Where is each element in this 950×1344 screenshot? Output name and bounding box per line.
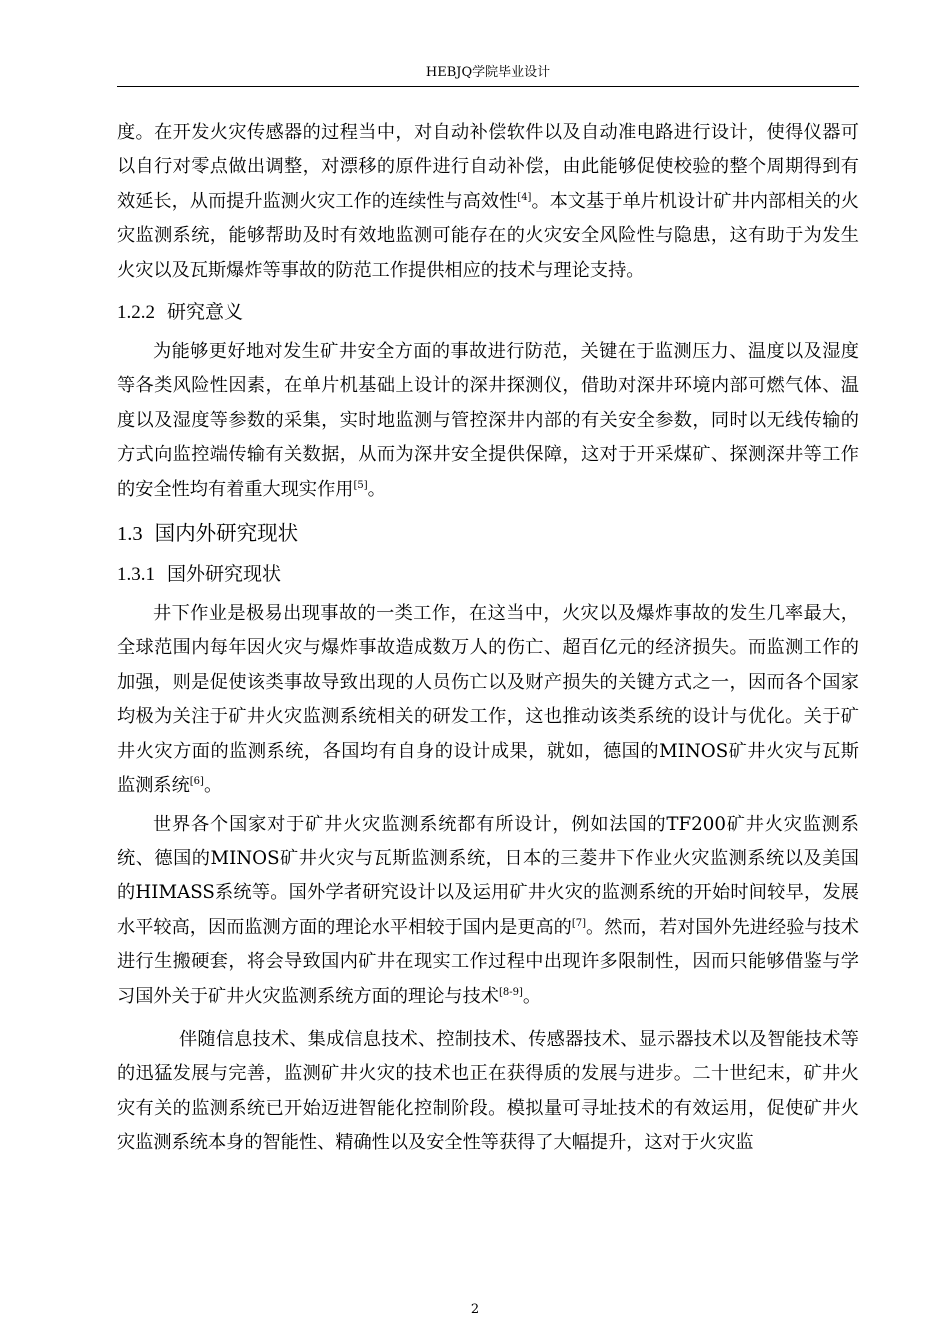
paragraph: 井下作业是极易出现事故的一类工作，在这当中，火灾以及爆炸事故的发生几率最大，全球范围内每年因火灾与爆炸事故造成数万人的伤亡、超百亿元的经济损失。而监测工作的加强，则是促使该类事故导致出现的人员伤亡以及财产损失的关键方式之一，因而各个国家均极为关注于矿井火灾监测系统相关的研发工作，这也推动该类系统的设计与优化。关于矿井火灾方面的监测系统，各国均有自身的设计成果，就如，德国的MINOS矿井火灾与瓦斯监测系统[6]。	[117, 603, 859, 797]
citation: [7]	[571, 917, 587, 929]
paragraph: 为能够更好地对发生矿井安全方面的事故进行防范，关键在于监测压力、温度以及湿度等各类风险性因素，在单片机基础上设计的深井探测仪，借助对深井环境内部可燃气体、温度以及湿度等参数的采集，实时地监测与管控深井内部的有关安全参数，同时以无线传输的方式向监控端传输有关数据，从而为深井安全提供保障，这对于开采煤矿、探测深井等工作的安全性均有着重大现实作用[5]。	[117, 341, 859, 500]
spacer	[117, 1014, 859, 1023]
section-title: 国外研究现状	[167, 563, 282, 586]
citation: [8-9]	[498, 986, 523, 998]
section-title: 研究意义	[167, 301, 244, 324]
section-number: 1.3.1	[117, 564, 155, 586]
paragraph: 世界各个国家对于矿井火灾监测系统都有所设计，例如法国的TF200矿井火灾监测系统、德国的MINOS矿井火灾与瓦斯监测系统，日本的三菱井下作业火灾监测系统以及美国的HIMASS系统等。国外学者研究设计以及运用矿井火灾的监测系统的开始时间较早，发展水平较高，因而监测方面的理论水平相较于国内是更高的[7]。然而，若对国外先进经验与技术进行生搬硬套，将会导致国内矿井在现实工作过程中出现许多限制性，因而只能够借鉴与学习国外关于矿井火灾监测系统方面的理论与技术[8-9]。	[117, 813, 859, 1007]
citation: [4]	[517, 191, 532, 203]
page-footer	[0, 1302, 950, 1318]
paragraph: 伴随信息技术、集成信息技术、控制技术、传感器技术、显示器技术以及智能技术等的迅猛发展与完善，监测矿井火灾的技术也正在获得质的发展与进步。二十世纪末，矿井火灾有关的监测系统已开始迈进智能化控制阶段。模拟量可寻址技术的有效运用，促使矿井火灾监测系统本身的智能性、精确性以及安全性等获得了大幅提升，这对于火灾监	[117, 1028, 859, 1154]
section-number: 1.2.2	[117, 302, 155, 324]
page-body	[117, 116, 859, 1161]
citation: [5]	[353, 479, 368, 491]
section-number: 1.3	[117, 523, 143, 546]
section-heading-1-3-1	[117, 559, 859, 590]
page-number: 2	[470, 1302, 480, 1317]
section-heading-1-3	[117, 517, 859, 550]
page-header	[117, 64, 859, 87]
section-title: 国内外研究现状	[154, 521, 299, 546]
citation: [6]	[189, 776, 204, 788]
paragraph: 度。在开发火灾传感器的过程当中，对自动补偿软件以及自动准电路进行设计，使得仪器可以自行对零点做出调整，对漂移的原件进行自动补偿，由此能够促使校验的整个周期得到有效延长，从而提升监测火灾工作的连续性与高效性[4]。本文基于单片机设计矿井内部相关的火灾监测系统，能够帮助及时有效地监测可能存在的火灾安全风险性与隐患，这有助于为发生火灾以及瓦斯爆炸等事故的防范工作提供相应的技术与理论支持。	[117, 122, 859, 281]
header-title: HEBJQ学院毕业设计	[425, 65, 551, 80]
section-heading-1-2-2	[117, 297, 859, 328]
